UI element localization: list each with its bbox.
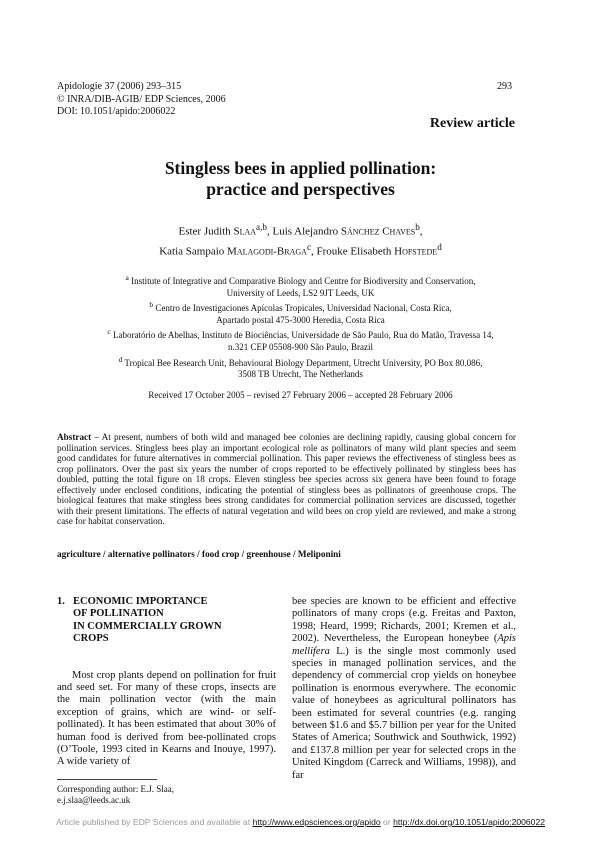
authors-line-1 [0,220,601,240]
paper-title [0,158,601,200]
keywords: agriculture / alternative pollinators / food crop / greenhouse / Meliponini [57,549,341,559]
heading-line-4: CROPS [73,633,109,645]
title-line-1: Stingless bees in applied pollination: [164,158,437,178]
abstract-text: – At present, numbers of both wild and managed bee colonies are declining rapidly, causing global concern for pollination services. Stingless bees play an important ecological role as pollinators of many wild plant species and seem good candidates for future alternatives in commercial pollination. This paper reviews the effectiveness of stingless bees as crop pollinators. Over the past six years the number of crops reported to be effectively pollinated by stingless bees has doubled, putting the total figure on 18 crops. Eleven stingless bee species across six genera have been found to forage effectively under enclosed conditions, indicating the potential of stingless bees as pollinators of greenhouse crops. The biological features that make stingless bees strong candidates for commercial pollination services are discussed, together with their present limitations. The effects of natural vegetation and wild bees on crop yield are reviewed, and make a strong case for habitat conservation. [57,432,516,526]
body-text-col2-a: bee species are known to be efficient and effective pollinators of many crops (e.g. Freitas and Paxton, 1998; Heard, 1999; Richards, 2001; Kremen et al., 2002). Nevertheless, the European honeybee ( [292,596,516,645]
author-1-last: Slaa [233,225,257,238]
corresponding-author: Corresponding author: E.J. Slaa, [57,784,174,794]
author-1-affil: a,b [256,222,267,232]
heading-line-1 [57,596,276,608]
author-list [0,220,601,259]
heading-line-3: IN COMMERCIALLY GROWN [73,620,222,632]
banner-or: or [380,817,394,827]
affil-d-label: d [118,354,123,364]
author-separator: , [419,225,423,238]
journal-info [57,81,226,119]
author-3-affil: c [306,241,312,252]
author-3-first: Katia Sampaio [159,245,228,258]
received-dates: Received 17 October 2005 – revised 27 February 2006 – accepted 28 February 2006 [148,390,453,400]
right-column [292,596,516,782]
spacer [57,656,276,670]
author-2-last: Sánchez Chaves [340,225,416,238]
affil-a-line1: Institute of Integrative and Comparative Biology and Centre for Biodiversity and Conservation, [131,276,476,286]
affil-a-label: a [125,273,129,282]
heading-line-2: OF POLLINATION [73,608,164,620]
author-4-last: Hofstede [394,245,438,258]
affiliation-a-cont: University of Leeds, LS2 9JT Leeds, UK [226,287,375,298]
author-2-first: , Luis Alejandro [266,225,341,238]
abstract [57,432,516,527]
affil-b-label: b [149,300,154,310]
authors-line-2 [0,240,601,260]
title-line-2: practice and perspectives [206,179,395,199]
species-name: Apis mellifera [292,633,516,657]
affil-d-line1: Tropical Bee Research Unit, Behavioural Biology Department, Utrecht University, PO Box 80.086, [124,357,483,368]
abstract-label: Abstract [57,432,92,442]
affil-c-line1: Laboratório de Abelhas, Instituto de Biociências, Universidade de São Paulo, Rua do Matão, Travessa 14, [112,330,494,341]
section-number: 1. [57,596,65,607]
journal-copyright: © INRA/DIB-AGIB/ EDP Sciences, 2006 [57,93,226,105]
doi-link[interactable]: http://dx.doi.org/10.1051/apido:2006022 [393,817,546,827]
author-email: e.j.slaa@leeds.ac.uk [57,795,131,805]
body-text-col2-b: L.) is the single most commonly used species in managed pollination services, and the dependency of commercial crop yields on honeybee pollination is enormous everywhere. The economic value of honeybees as agricultural pollinators has been estimated for several countries (e.g. ranging between $1.6 and $5.7 billion per year for the United States of America; Southwick and Southwick, 1992) and £137.8 million per year for selected crops in the United Kingdom (Carreck and Williams, 1998)), and far [292,645,516,781]
left-column [57,596,276,769]
banner-text: Article published by EDP Sciences and available at [55,817,253,827]
page-number: 293 [497,81,512,92]
affil-c-label: c [107,327,111,337]
affiliation-d [0,354,601,370]
journal-citation: Apidologie 37 (2006) 293–315 [57,81,182,92]
author-3-last: Malagodi-Braga [227,245,307,258]
affiliations [0,272,601,381]
publisher-banner [0,817,601,827]
article-type: Review article [429,116,515,131]
affiliation-b [0,299,601,315]
author-4-affil: d [437,241,442,252]
author-4-first: , Frouke Elisabeth [311,245,395,258]
affiliation-b-cont: Apartado postal 475-3000 Heredia, Costa Rica [216,314,385,325]
section-heading [57,596,276,646]
edp-link[interactable]: http://www.edpsciences.org/apido [252,817,381,827]
body-paragraph-1: Most crop plants depend on pollination for fruit and seed set. For many of these crops, insects are the main pollination vector (with the main exception of grains, which are wind- or self-pollinated). It has been estimated that about 30% of human food is derived from bee-pollinated crops (O’Toole, 1993 cited in Kearns and Inouye, 1997). A wide variety of [57,669,276,768]
affiliation-d-cont: 3508 TB Utrecht, The Netherlands [238,369,363,380]
journal-doi: DOI: 10.1051/apido:2006022 [57,106,176,117]
author-1-first: Ester Judith [178,225,234,238]
affiliation-c-cont: n.321 CEP 05508-900 São Paulo, Brazil [228,341,373,352]
footnote-rule [57,779,157,780]
heading-text-1: ECONOMIC IMPORTANCE [73,596,208,607]
footnote [57,784,174,806]
affiliation-c [0,326,601,342]
affil-b-line1: Centro de Investigaciones Apícolas Tropicales, Universidad Nacional, Costa Rica, [155,303,452,314]
author-2-affil: b [415,222,420,232]
affiliation-a [0,272,601,288]
